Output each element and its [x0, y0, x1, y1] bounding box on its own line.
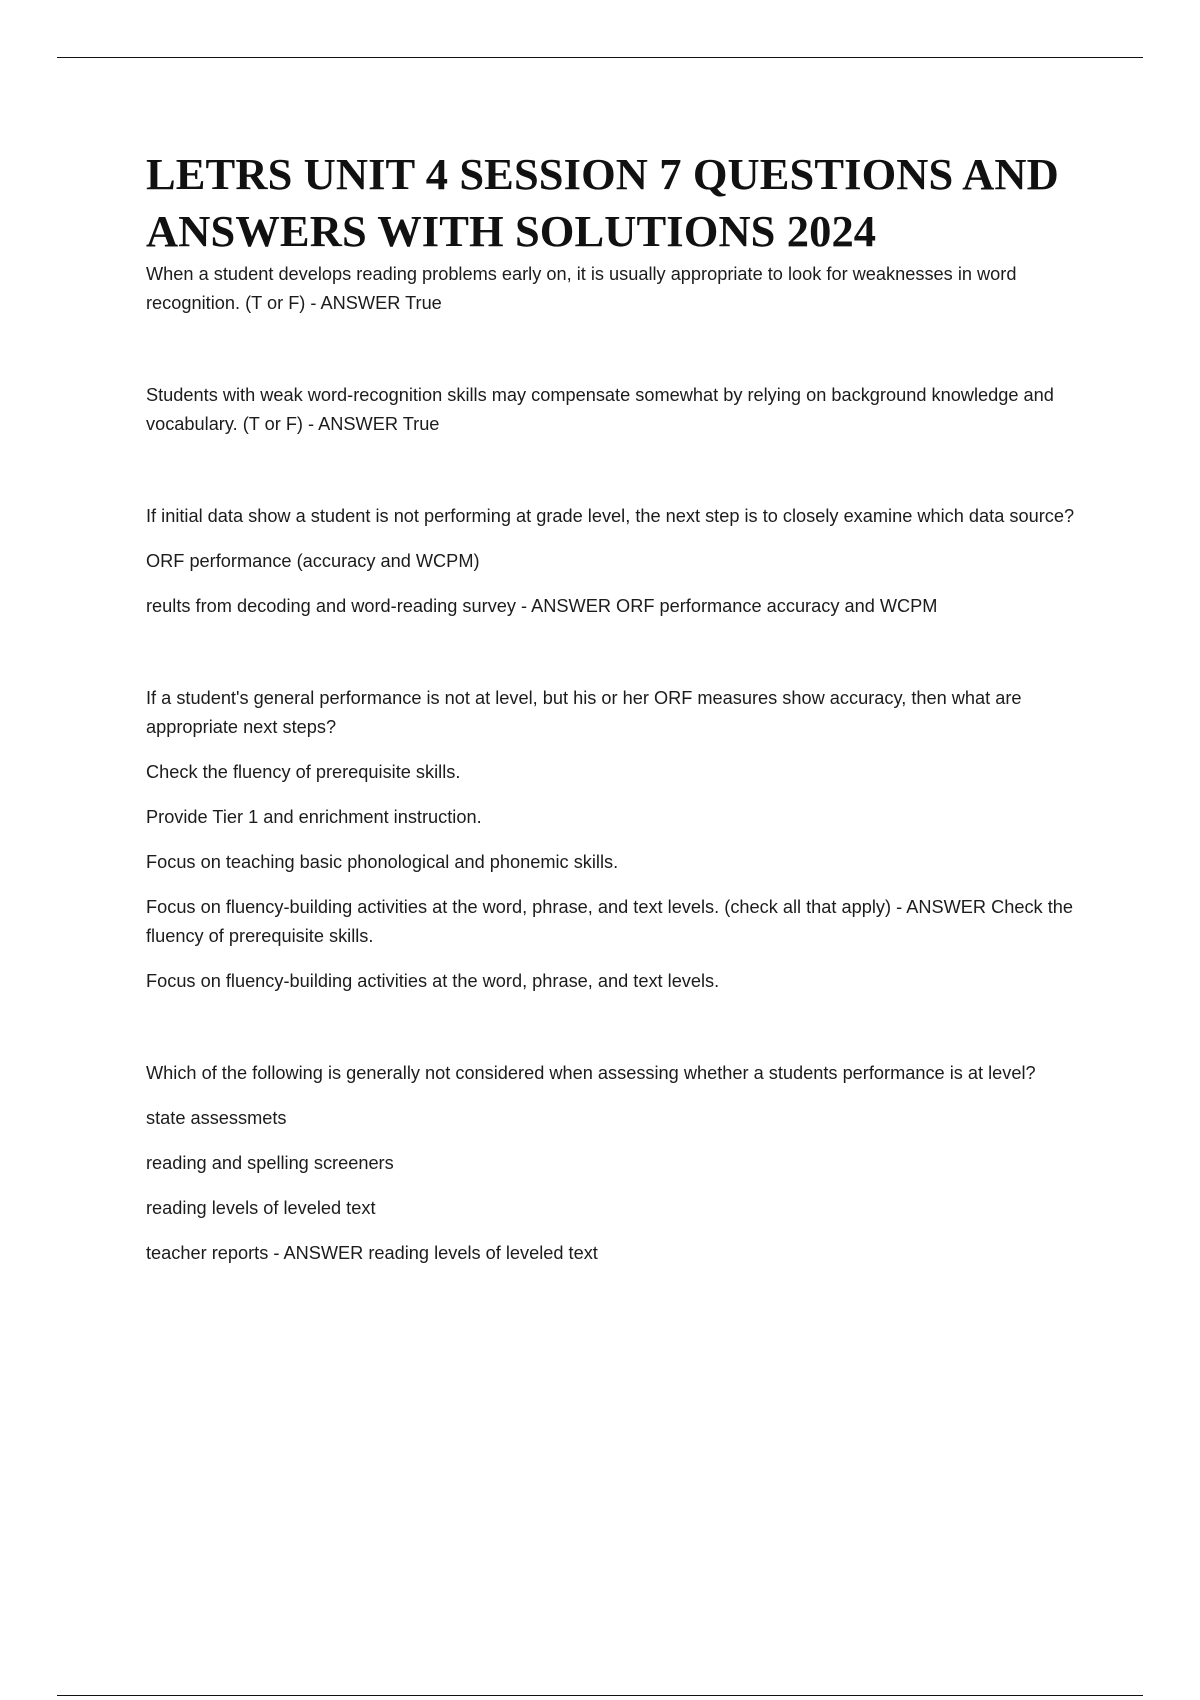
answer-text: teacher reports - ANSWER reading levels of leveled text [146, 1243, 598, 1263]
answer-continuation-text: Focus on fluency-building activities at the word, phrase, and text levels. [146, 971, 720, 991]
qa-block [146, 1059, 1086, 1268]
top-divider [57, 57, 1143, 58]
qa-block [146, 381, 1086, 439]
qa-block [146, 260, 1086, 318]
option-text: reading levels of leveled text [146, 1198, 376, 1218]
answer-text: Focus on fluency-building activities at the word, phrase, and text levels. (check all that apply) - ANSWER Check the fluency of prerequisite skills. [146, 897, 1073, 946]
question-text: When a student develops reading problems early on, it is usually appropriate to look for weaknesses in word recognition. (T or F) - ANSWER True [146, 264, 1017, 313]
answer-text: reults from decoding and word-reading survey - ANSWER ORF performance accuracy and WCPM [146, 596, 938, 616]
option-text: Check the fluency of prerequisite skills. [146, 762, 461, 782]
qa-block [146, 684, 1086, 996]
question-text: If initial data show a student is not performing at grade level, the next step is to closely examine which data source? [146, 506, 1075, 526]
question-text: If a student's general performance is not at level, but his or her ORF measures show accuracy, then what are appropriate next steps? [146, 688, 1022, 737]
qa-block [146, 502, 1086, 621]
option-text: state assessmets [146, 1108, 287, 1128]
option-text: ORF performance (accuracy and WCPM) [146, 551, 480, 571]
question-text: Students with weak word-recognition skills may compensate somewhat by relying on background knowledge and vocabulary. (T or F) - ANSWER True [146, 385, 1054, 434]
document-title: LETRS UNIT 4 SESSION 7 QUESTIONS AND ANSWERS WITH SOLUTIONS 2024 [146, 149, 1059, 256]
option-text: Focus on teaching basic phonological and phonemic skills. [146, 852, 619, 872]
question-text: Which of the following is generally not considered when assessing whether a students performance is at level? [146, 1063, 1036, 1083]
option-text: reading and spelling screeners [146, 1153, 394, 1173]
document-body [146, 146, 1086, 1268]
option-text: Provide Tier 1 and enrichment instruction. [146, 807, 482, 827]
bottom-divider [57, 1695, 1143, 1696]
